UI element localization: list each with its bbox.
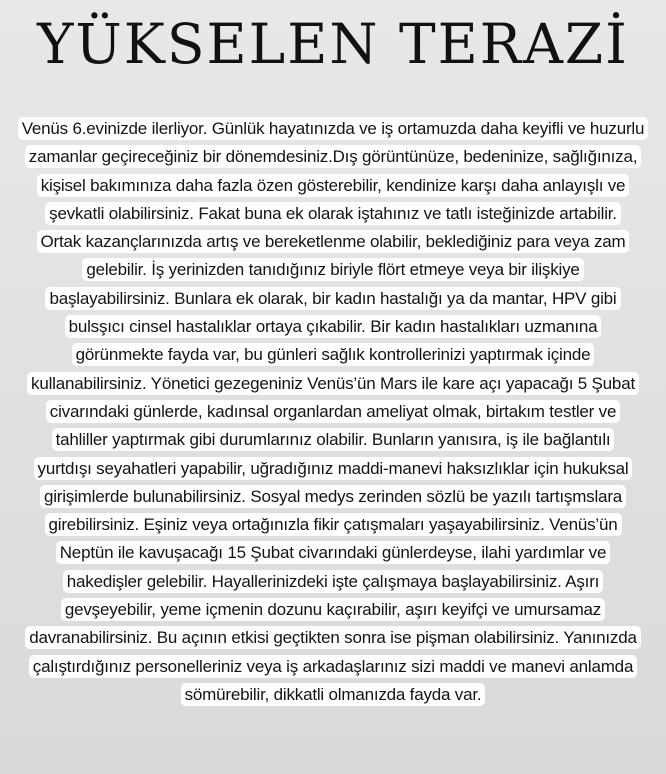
- text-line-content: şevkatli olabilirsiniz. Fakat buna ek olarak iştahınız ve tatlı isteğinizde artabilir.: [45, 202, 621, 225]
- text-line-content: çalıştırdığınız personelleriniz veya iş arkadaşlarınız sizi maddi ve manevi anlamda: [29, 655, 637, 678]
- text-line: [10, 596, 656, 624]
- page-title: YÜKSELEN TERAZİ: [37, 12, 629, 76]
- text-line: [10, 653, 656, 681]
- text-line-content: tahliller yaptırmak gibi durumlarınız olabilir. Bunların yanısıra, iş ile bağlantılı: [52, 428, 615, 451]
- text-line: [10, 539, 656, 567]
- text-line-content: Venüs 6.evinizde ilerliyor. Günlük hayatınızda ve iş ortamuzda daha keyifli ve huzurlu: [18, 117, 649, 140]
- text-line-content: gelebilir. İş yerinizden tanıdığınız biriyle flört etmeye veya bir ilişkiye: [82, 258, 583, 281]
- text-line: [10, 285, 656, 313]
- text-line-content: görünmekte fayda var, bu günleri sağlık kontrollerinizi yaptırmak içinde: [72, 343, 595, 366]
- text-line: [10, 370, 656, 398]
- text-line: [10, 568, 656, 596]
- text-line-content: girişimlerde bulunabilirsiniz. Sosyal medys zerinden sözlü be yazılı tartışmslara: [40, 485, 626, 508]
- text-line-content: sömürebilir, dikkatli olmanızda fayda var.: [181, 683, 486, 706]
- text-line-content: yurtdışı seyahatleri yapabilir, uğradığınız maddi-manevi haksızlıklar için hukuksal: [34, 457, 633, 480]
- text-line-content: kullanabilirsiniz. Yönetici gezegeniniz Venüs’ün Mars ile kare açı yapacağı 5 Şubat: [27, 372, 639, 395]
- text-line-content: bulsşıcı cinsel hastalıklar ortaya çıkabilir. Bir kadın hastalıkları uzmanına: [65, 315, 602, 338]
- text-line: [10, 511, 656, 539]
- text-line: [10, 483, 656, 511]
- text-line: [10, 256, 656, 284]
- text-line: [10, 172, 656, 200]
- text-line: [10, 681, 656, 709]
- text-line: [10, 455, 656, 483]
- text-line-content: gevşeyebilir, yeme içmenin dozunu kaçırabilir, aşırı keyifçi ve umursamaz: [61, 598, 605, 621]
- text-line-content: kişisel bakımınıza daha fazla özen gösterebilir, kendinize karşı daha anlayışlı ve: [37, 174, 630, 197]
- text-line: [10, 341, 656, 369]
- horoscope-text: [10, 115, 656, 709]
- text-line-content: civarındaki günlerde, kadınsal organlardan ameliyat olmak, birtakım testler ve: [46, 400, 620, 423]
- text-line: [10, 426, 656, 454]
- text-line: [10, 313, 656, 341]
- text-line: [10, 228, 656, 256]
- text-line: [10, 143, 656, 171]
- text-line-content: girebilirsiniz. Eşiniz veya ortağınızla fikir çatışmaları yaşayabilirsiniz. Venüs’ün: [45, 513, 622, 536]
- text-line-content: zamanlar geçireceğiniz bir dönemdesiniz.Dış görüntünüze, bedeninize, sağlığınıza,: [25, 145, 641, 168]
- text-line: [10, 398, 656, 426]
- text-line: [10, 200, 656, 228]
- text-line-content: hakedişler gelebilir. Hayallerinizdeki işte çalışmaya başlayabilirsiniz. Aşırı: [63, 570, 603, 593]
- text-line-content: Ortak kazançlarınızda artış ve bereketlenme olabilir, beklediğiniz para veya zam: [37, 230, 630, 253]
- text-line-content: başlayabilirsiniz. Bunlara ek olarak, bir kadın hastalığı ya da mantar, HPV gibi: [45, 287, 620, 310]
- text-line: [10, 115, 656, 143]
- text-line-content: Neptün ile kavuşacağı 15 Şubat civarındaki günlerdeyse, ilahi yardımlar ve: [56, 541, 611, 564]
- text-line: [10, 624, 656, 652]
- text-line-content: davranabilirsiniz. Bu açının etkisi geçtikten sonra ise pişman olabilirsiniz. Yanınızda: [25, 626, 641, 649]
